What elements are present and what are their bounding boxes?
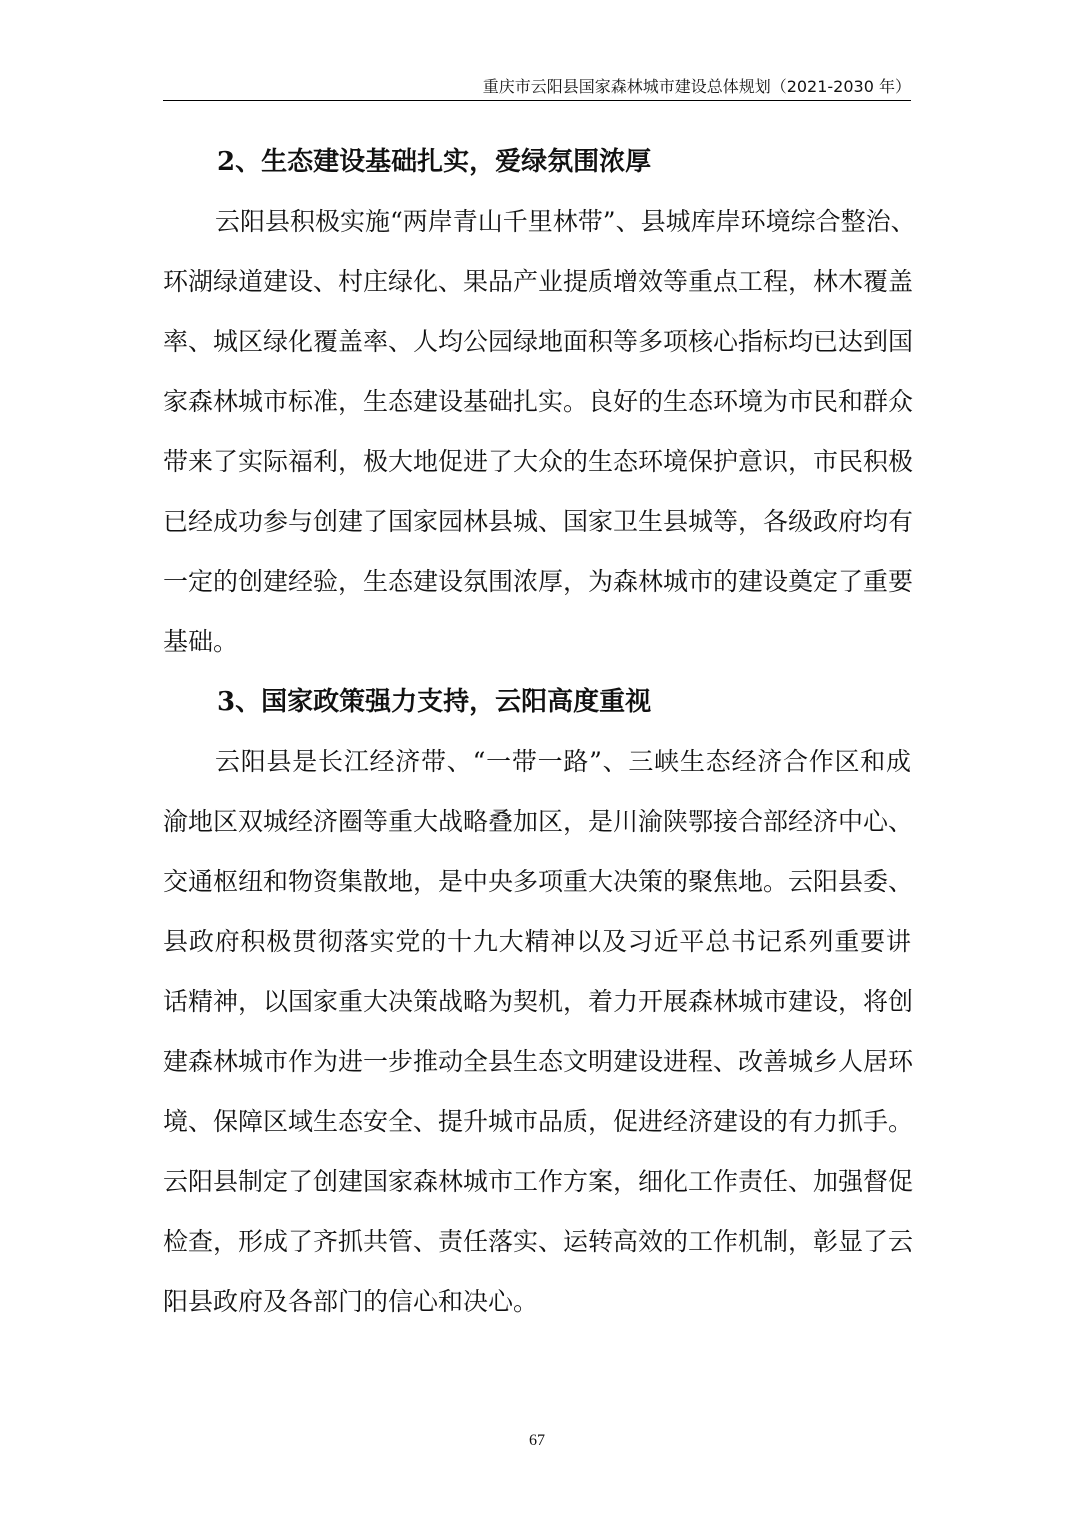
paragraph-line: 交通枢纽和物资集散地，是中央多项重大决策的聚焦地。云阳县委、 (163, 867, 914, 896)
header-rule (163, 100, 911, 101)
page-body (163, 132, 916, 1332)
paragraph-line: 一定的创建经验，生态建设氛围浓厚，为森林城市的建设奠定了重要 (163, 567, 914, 596)
paragraph-line: 渝地区双城经济圈等重大战略叠加区，是川渝陕鄂接合部经济中心、 (163, 807, 914, 836)
page-number: 67 (529, 1432, 545, 1449)
section-paragraph-2 (163, 192, 916, 672)
paragraph-line: 云阳县积极实施“两岸青山千里林带”、县城库岸环境综合整治、 (215, 207, 916, 236)
paragraph-line: 云阳县制定了创建国家森林城市工作方案，细化工作责任、加强督促 (163, 1167, 914, 1196)
paragraph-line: 家森林城市标准，生态建设基础扎实。良好的生态环境为市民和群众 (163, 387, 914, 416)
section-heading-3: 3、国家政策强力支持，云阳高度重视 (217, 687, 652, 717)
section-paragraph-3 (163, 732, 914, 1332)
paragraph-line: 已经成功参与创建了国家园林县城、国家卫生县城等，各级政府均有 (163, 507, 914, 536)
paragraph-line: 率、城区绿化覆盖率、人均公园绿地面积等多项核心指标均已达到国 (163, 327, 914, 356)
paragraph-line: 境、保障区域生态安全、提升城市品质，促进经济建设的有力抓手。 (163, 1107, 914, 1136)
paragraph-line: 阳县政府及各部门的信心和决心。 (163, 1287, 539, 1316)
paragraph-line: 检查，形成了齐抓共管、责任落实、运转高效的工作机制，彰显了云 (163, 1227, 914, 1256)
running-header: 重庆市云阳县国家森林城市建设总体规划（2021-2030 年） (482, 77, 911, 96)
paragraph-line: 建森林城市作为进一步推动全县生态文明建设进程、改善城乡人居环 (163, 1047, 914, 1076)
paragraph-line: 带来了实际福利，极大地促进了大众的生态环境保护意识，市民积极 (163, 447, 914, 476)
paragraph-line: 云阳县是长江经济带、“一带一路”、三峡生态经济合作区和成 (215, 747, 911, 776)
paragraph-line: 基础。 (163, 627, 239, 656)
section-heading-2: 2、生态建设基础扎实，爱绿氛围浓厚 (217, 147, 652, 177)
paragraph-line: 话精神，以国家重大决策战略为契机，着力开展森林城市建设，将创 (163, 987, 914, 1016)
paragraph-line: 县政府积极贯彻落实党的十九大精神以及习近平总书记系列重要讲 (163, 927, 911, 956)
paragraph-line: 环湖绿道建设、村庄绿化、果品产业提质增效等重点工程，林木覆盖 (163, 267, 914, 296)
